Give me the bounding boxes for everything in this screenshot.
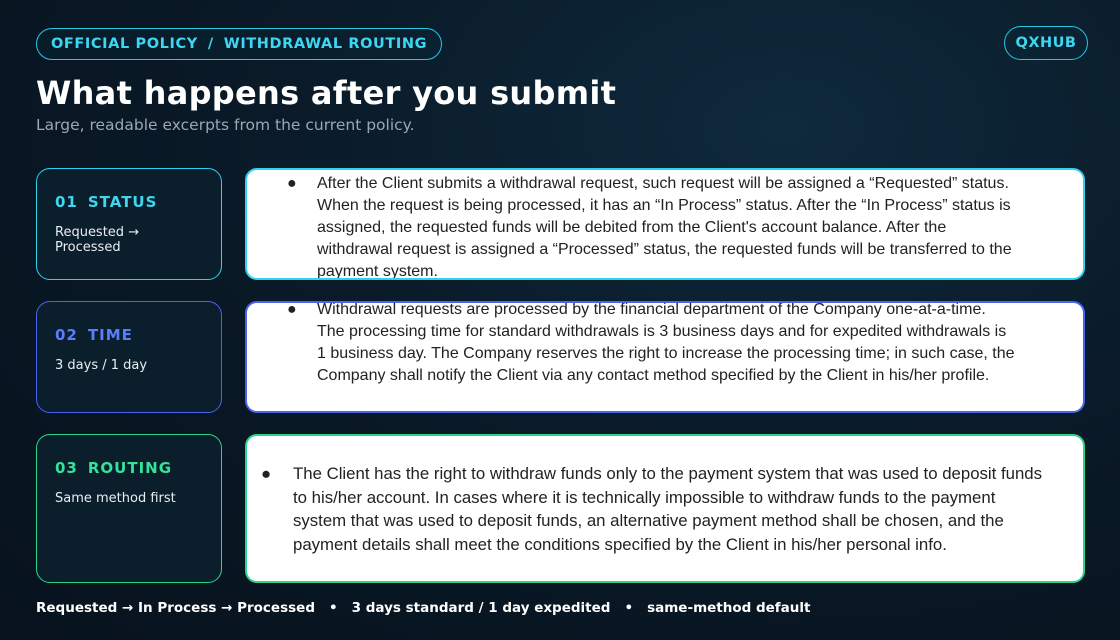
step-card-status <box>36 168 222 280</box>
policy-excerpt-routing <box>245 434 1085 583</box>
breadcrumb-item-policy[interactable]: OFFICIAL POLICY <box>51 36 198 52</box>
step-card-time <box>36 301 222 413</box>
step-note: 3 days / 1 day <box>55 358 148 373</box>
policy-excerpt-status <box>245 168 1085 280</box>
step-note: Requested → Processed <box>55 225 140 255</box>
footer-item-timing: 3 days standard / 1 day expedited <box>351 600 611 616</box>
brand-label: QXHUB <box>1015 35 1077 51</box>
step-heading <box>55 459 203 477</box>
excerpt-text: Withdrawal requests are processed by the financial department of the Company one-at-a-time. The processing time for standard withdrawals is 3 business days and for expedited withdrawals is 1 business day. The Company reserves the right to increase the processing time; in such case, the Company shall notify the Client via any contact method specified by the Client in his/her profile. <box>317 301 1015 384</box>
page-title: What happens after you submit <box>36 74 617 112</box>
excerpt-text: After the Client submits a withdrawal request, such request will be assigned a “Requested” status. When the request is being processed, it has an “In Process” status. After the “In Process” status is assigned, the requested funds will be debited from the Client's account balance. After the withdrawal request is assigned a “Processed” status, the requested funds will be transferred to the payment system. <box>317 175 1012 280</box>
step-heading <box>55 193 203 211</box>
step-note: Same method first <box>55 491 176 506</box>
step-heading <box>55 326 203 344</box>
footer-separator: • <box>624 600 634 616</box>
step-number: 01 <box>55 193 78 211</box>
step-label: STATUS <box>87 193 158 211</box>
bullet-icon: ● <box>261 464 272 483</box>
bullet-icon: ● <box>287 175 297 192</box>
summary-footer <box>36 600 811 616</box>
footer-item-flow: Requested → In Process → Processed <box>36 600 315 616</box>
page-subtitle: Large, readable excerpts from the current policy. <box>36 116 415 134</box>
brand-badge[interactable] <box>1004 26 1088 60</box>
footer-item-routing: same-method default <box>647 600 811 616</box>
step-number: 03 <box>55 459 78 477</box>
policy-excerpt-time <box>245 301 1085 413</box>
step-label: TIME <box>87 326 133 344</box>
breadcrumb-separator: / <box>207 36 214 52</box>
breadcrumb-item-withdrawal-routing[interactable]: WITHDRAWAL ROUTING <box>223 36 428 52</box>
bullet-icon: ● <box>287 301 297 318</box>
step-number: 02 <box>55 326 78 344</box>
step-card-routing <box>36 434 222 583</box>
footer-separator: • <box>328 600 338 616</box>
breadcrumb <box>36 28 442 60</box>
step-label: ROUTING <box>87 459 173 477</box>
excerpt-text: The Client has the right to withdraw funds only to the payment system that was used to deposit funds to his/her account. In cases where it is technically impossible to withdraw funds to the payment system that was used to deposit funds, an alternative payment method shall be chosen, and the payment details shall meet the conditions specified by the Client in his/her personal info. <box>293 464 1043 554</box>
